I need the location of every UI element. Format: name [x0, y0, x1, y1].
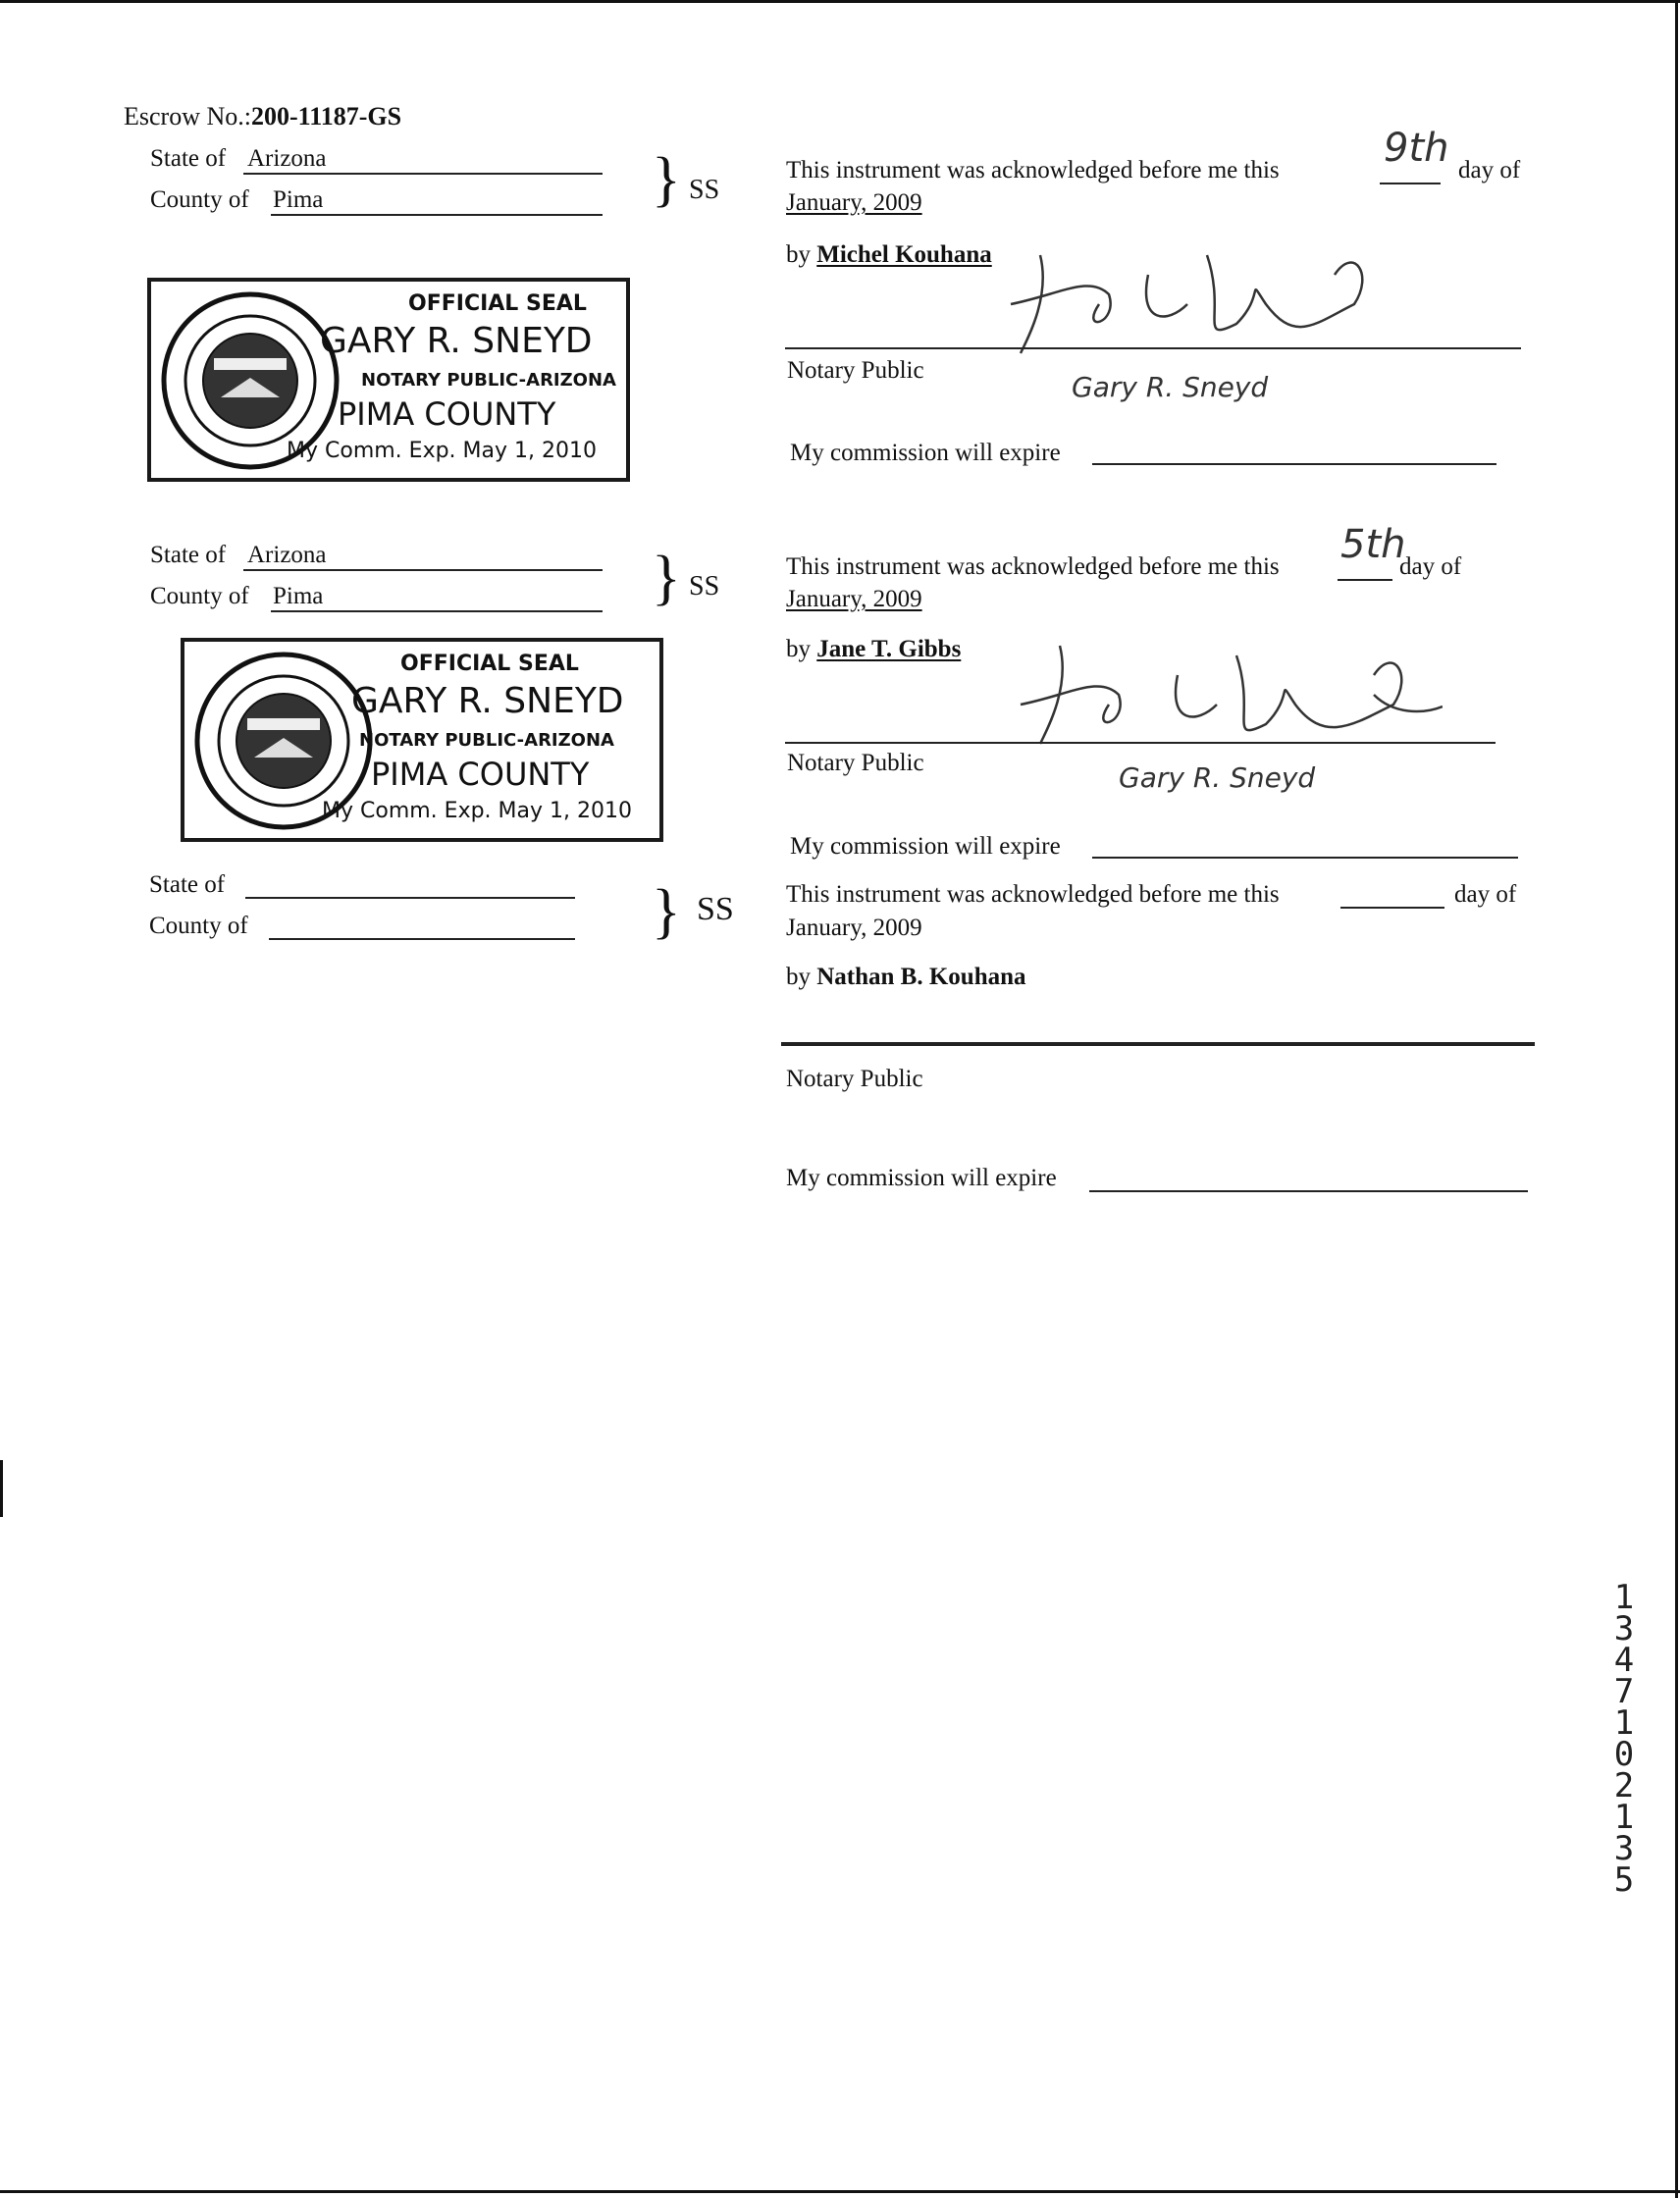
- by-line: by Nathan B. Kouhana: [786, 964, 1026, 990]
- ss-label: SS: [697, 891, 734, 927]
- seal-line-4: PIMA COUNTY: [338, 395, 556, 433]
- day-handwritten: 9th: [1384, 126, 1449, 171]
- seal-line-3: NOTARY PUBLIC-ARIZONA: [361, 370, 616, 391]
- county-label: County of: [150, 583, 249, 609]
- state-value: Arizona: [247, 145, 327, 172]
- notary-signature: [1001, 236, 1413, 363]
- seal-line-4: PIMA COUNTY: [371, 756, 590, 793]
- state-line: [243, 173, 603, 175]
- state-value: Arizona: [247, 542, 327, 568]
- commission-label: My commission will expire: [786, 1165, 1057, 1191]
- brace-glyph: }: [652, 878, 681, 945]
- county-label: County of: [150, 186, 249, 213]
- signer-name: Nathan B. Kouhana: [816, 964, 1026, 990]
- notary-signature: [981, 636, 1443, 754]
- notary-public-label: Notary Public: [787, 357, 924, 384]
- ss-label: SS: [689, 571, 720, 602]
- state-line: [245, 897, 575, 899]
- commission-line: [1089, 1190, 1528, 1192]
- state-label: State of: [150, 542, 227, 568]
- by-line: by Jane T. Gibbs: [786, 636, 962, 662]
- ack-date: January, 2009: [786, 189, 922, 216]
- day-of-label: day of: [1454, 881, 1517, 908]
- brace-glyph: }: [652, 146, 681, 213]
- by-line: by Michel Kouhana: [786, 241, 992, 268]
- commission-label: My commission will expire: [790, 833, 1061, 860]
- state-line: [243, 569, 603, 571]
- official-seal-stamp-2: [181, 638, 663, 842]
- page-bottom-edge: [0, 2190, 1680, 2193]
- scan-mark: [0, 1460, 3, 1517]
- ack-text: This instrument was acknowledged before me this: [786, 881, 1280, 908]
- signature-line: [781, 1042, 1535, 1046]
- seal-line-1: OFFICIAL SEAL: [408, 291, 587, 316]
- county-line: [269, 938, 575, 940]
- escrow-label: Escrow No.:: [124, 102, 251, 131]
- seal-line-5: My Comm. Exp. May 1, 2010: [322, 799, 632, 823]
- commission-line: [1092, 463, 1496, 465]
- official-seal-stamp-1: [147, 278, 630, 482]
- printed-name-handwritten: Gary R. Sneyd: [1119, 761, 1316, 794]
- ss-label: SS: [689, 175, 720, 205]
- commission-line: [1092, 857, 1518, 859]
- day-handwritten: 5th: [1340, 522, 1406, 567]
- side-recording-number: 13471 02135: [1613, 1578, 1635, 1900]
- county-label: County of: [149, 913, 248, 939]
- signer-name: Michel Kouhana: [816, 241, 992, 268]
- page-top-edge: [0, 0, 1680, 3]
- brace-glyph: }: [652, 545, 681, 611]
- seal-line-5: My Comm. Exp. May 1, 2010: [287, 439, 597, 463]
- seal-line-2: GARY R. SNEYD: [351, 681, 624, 721]
- day-of-label: day of: [1399, 553, 1462, 580]
- seal-line-3: NOTARY PUBLIC-ARIZONA: [359, 730, 614, 751]
- notary-public-label: Notary Public: [786, 1066, 923, 1092]
- seal-line-1: OFFICIAL SEAL: [400, 652, 579, 676]
- county-line: [271, 214, 603, 216]
- commission-label: My commission will expire: [790, 440, 1061, 466]
- state-label: State of: [150, 145, 227, 172]
- seal-line-2: GARY R. SNEYD: [320, 321, 593, 361]
- signer-name: Jane T. Gibbs: [816, 636, 962, 662]
- day-of-label: day of: [1458, 157, 1521, 183]
- signature-line: [785, 347, 1521, 349]
- notary-public-label: Notary Public: [787, 750, 924, 776]
- state-label: State of: [149, 871, 226, 898]
- ack-text: This instrument was acknowledged before me this: [786, 553, 1280, 580]
- ack-date: January, 2009: [786, 915, 922, 941]
- signature-line: [785, 742, 1496, 744]
- county-line: [271, 610, 603, 612]
- day-line: [1380, 183, 1441, 184]
- day-line: [1338, 579, 1392, 581]
- county-value: Pima: [273, 186, 324, 213]
- day-line: [1340, 907, 1444, 909]
- page-right-edge: [1675, 0, 1678, 2198]
- printed-name-handwritten: Gary R. Sneyd: [1072, 371, 1269, 403]
- ack-text: This instrument was acknowledged before me this: [786, 157, 1280, 183]
- escrow-number: 200-11187-GS: [250, 102, 402, 131]
- escrow-header: [124, 102, 401, 131]
- county-value: Pima: [273, 583, 324, 609]
- ack-date: January, 2009: [786, 586, 922, 612]
